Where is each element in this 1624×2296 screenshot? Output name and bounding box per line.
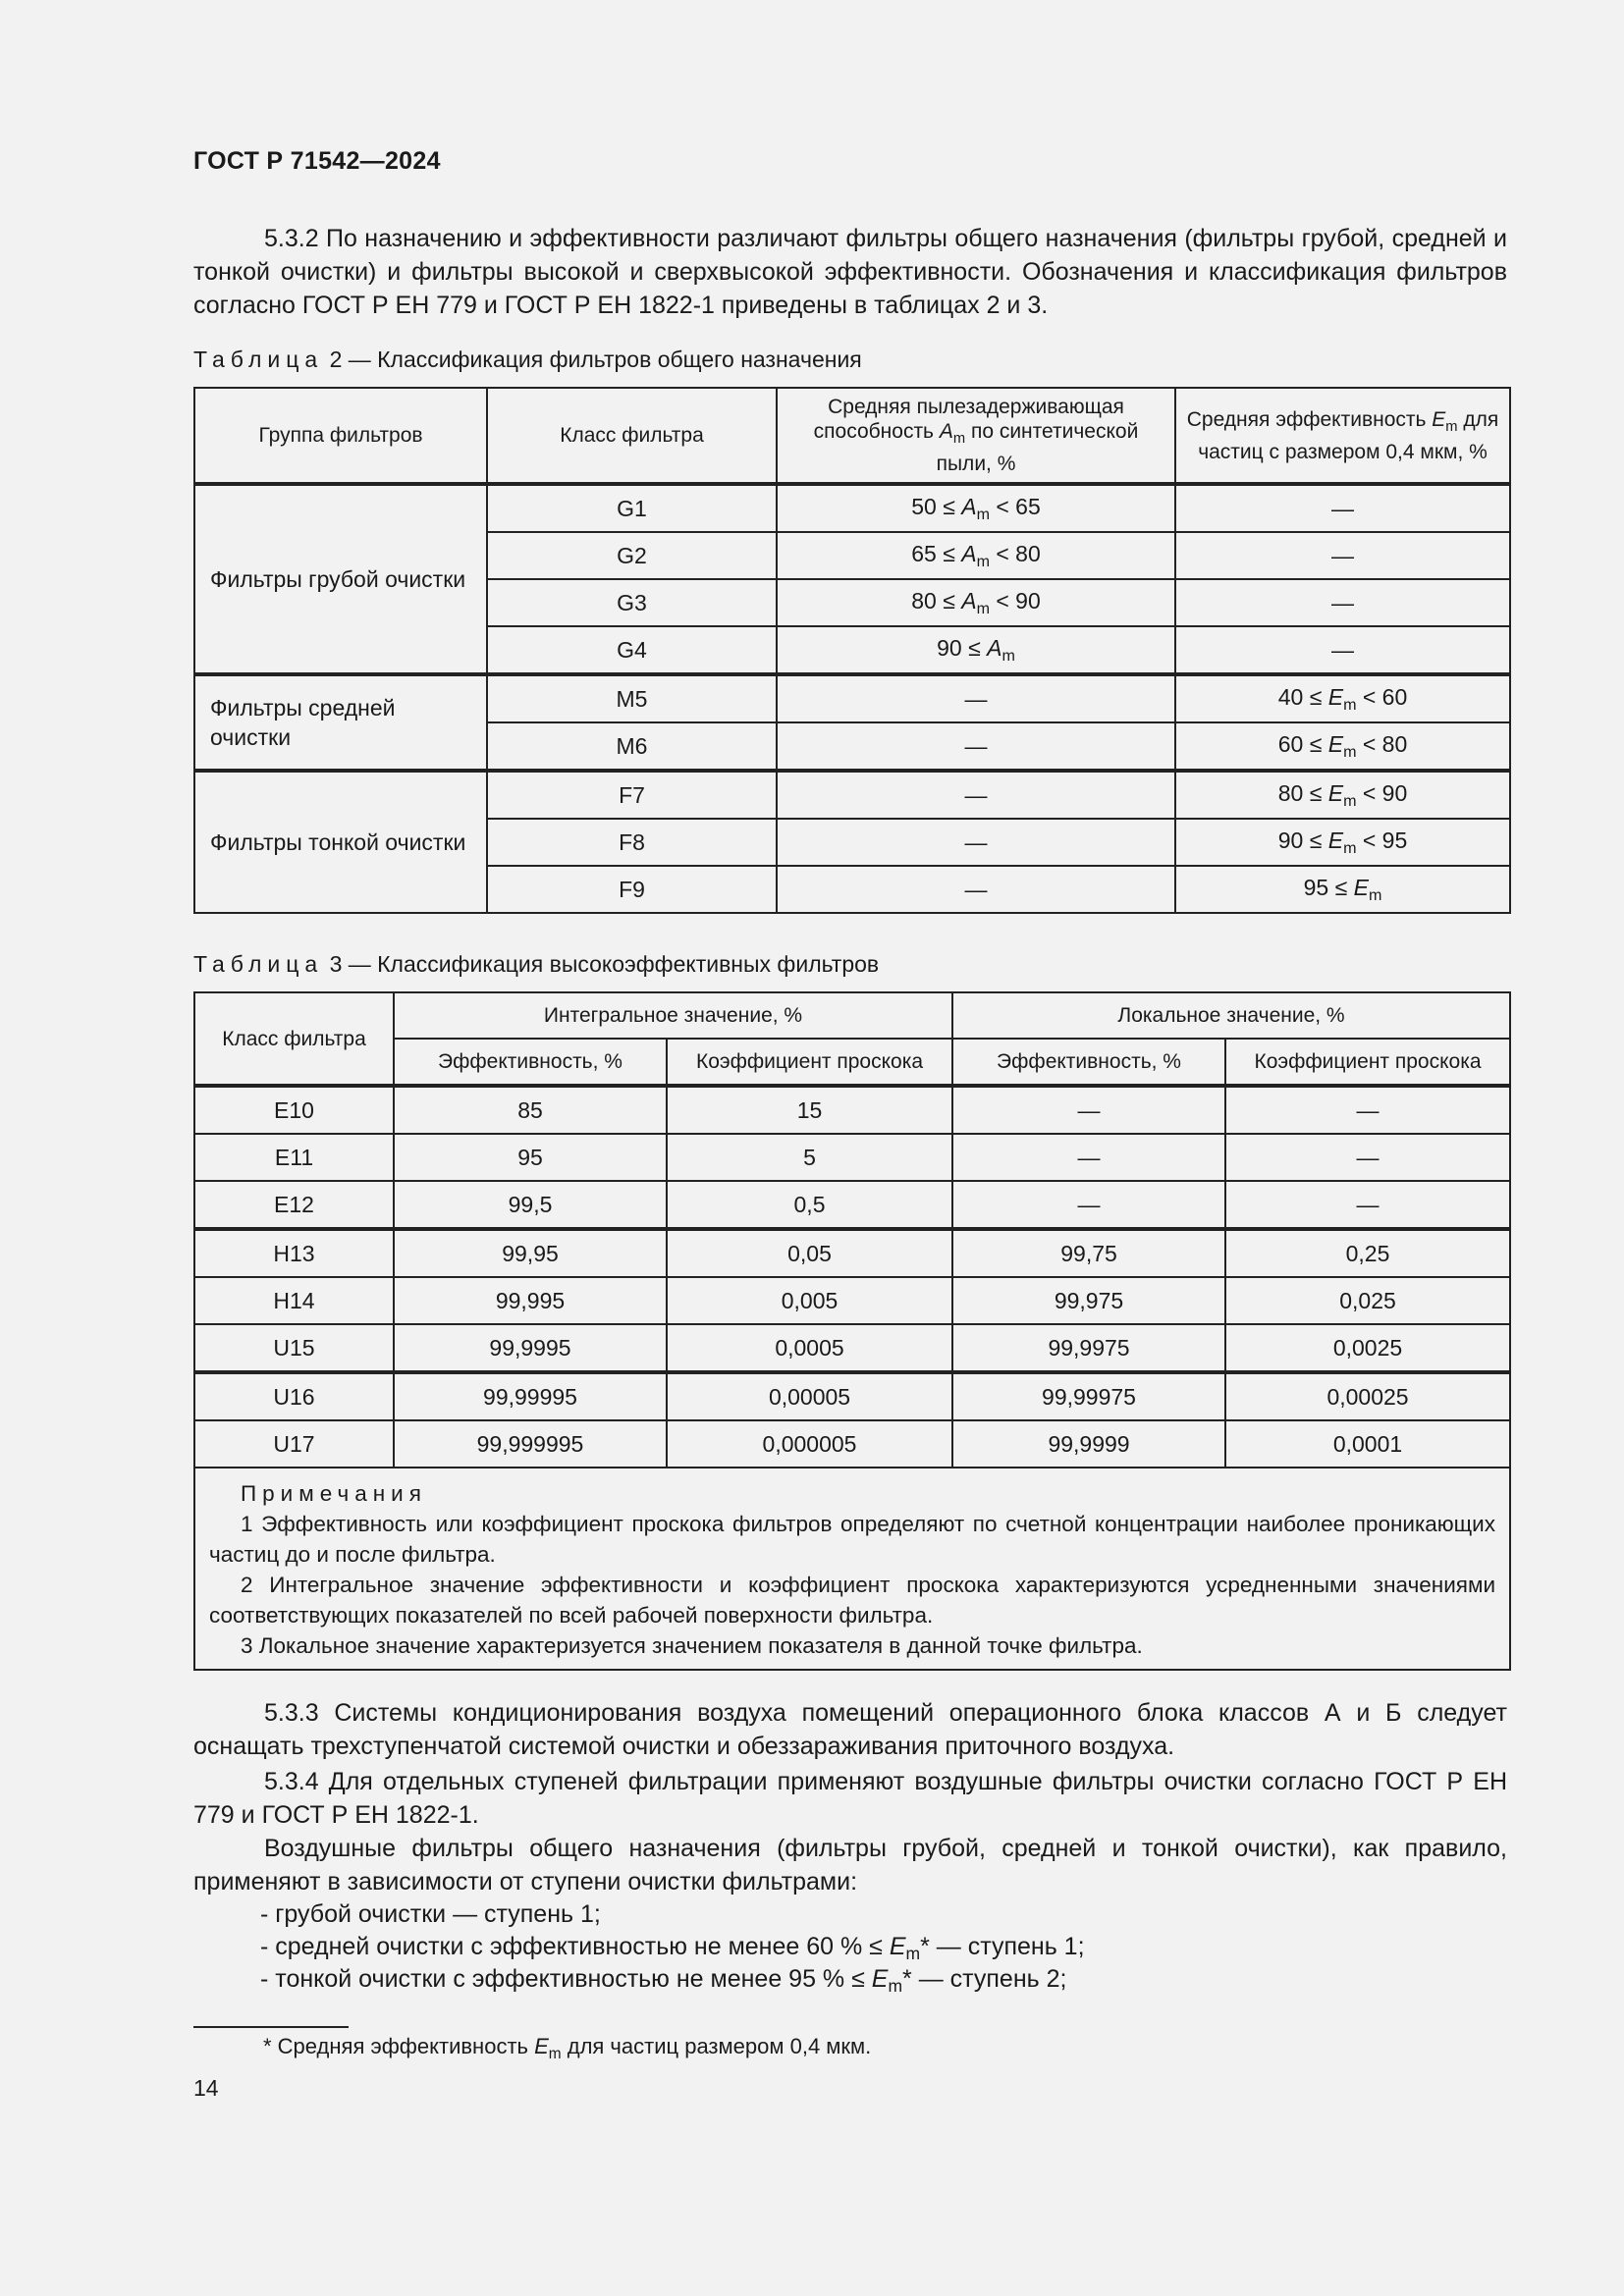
table2-class-cell: F9: [487, 866, 777, 913]
table2-filter-classification: [193, 387, 1511, 914]
table2-em-cell: $80 \le E_m < 90$: [1175, 771, 1510, 819]
table3-header-loc-eff: Эффективность, %: [952, 1039, 1225, 1086]
table3-int-coef-cell: 0,00005: [667, 1372, 952, 1420]
table2-am-cell: $80 \le A_m < 90$: [777, 579, 1175, 626]
table3-int-coef-cell: 15: [667, 1086, 952, 1134]
table2-header-group: Группа фильтров: [194, 388, 487, 484]
table3-loc-eff-cell: 99,9975: [952, 1324, 1225, 1372]
table3-row: [194, 1420, 1510, 1468]
notes-title: Примечания: [241, 1481, 427, 1506]
table3-hepa-classification: [193, 991, 1511, 1671]
table3-class-cell: U15: [194, 1324, 394, 1372]
table3-notes-row: [194, 1468, 1510, 1670]
table2-class-cell: G3: [487, 579, 777, 626]
table3-int-coef-cell: 5: [667, 1134, 952, 1181]
bullet-medium: - средней очистки с эффективностью не менее 60 % ≤ $E_m*$ — ступень 1;: [260, 1933, 1085, 1963]
table2-em-cell: $60 \le E_m < 80$: [1175, 722, 1510, 771]
note-3: 3 Локальное значение характеризуется значением показателя в данной точке фильтра.: [241, 1633, 1143, 1658]
table3-row: [194, 1324, 1510, 1372]
table3-loc-coef-cell: 0,0025: [1225, 1324, 1510, 1372]
table2-group-cell: Фильтры средней очистки: [194, 674, 487, 771]
table2-class-cell: F7: [487, 771, 777, 819]
table2-header-row: [194, 388, 1510, 484]
table3-class-cell: E12: [194, 1181, 394, 1229]
table3-class-cell: E10: [194, 1086, 394, 1134]
table3-loc-coef-cell: 0,025: [1225, 1277, 1510, 1324]
table3-int-eff-cell: 99,5: [394, 1181, 667, 1229]
table3-loc-eff-cell: —: [952, 1181, 1225, 1229]
table2-em-cell: $95 \le E_m$: [1175, 866, 1510, 913]
document-header: ГОСТ Р 71542—2024: [193, 147, 441, 175]
paragraph-general-filters: Воздушные фильтры общего назначения (фильтры грубой, средней и тонкой очистки), как правило, применяют в зависимости от ступени очистки фильтрами:: [193, 1835, 1507, 1896]
table2-am-cell: $65 \le A_m < 80$: [777, 532, 1175, 579]
bullet-coarse: - грубой очистки — ступень 1;: [260, 1900, 601, 1928]
table2-class-cell: G4: [487, 626, 777, 674]
table2-am-cell: $90 \le A_m$: [777, 626, 1175, 674]
table3-row: [194, 1134, 1510, 1181]
table2-row: [194, 484, 1510, 532]
table2-am-cell: —: [777, 771, 1175, 819]
table2-row: [194, 674, 1510, 722]
table3-loc-eff-cell: 99,9999: [952, 1420, 1225, 1468]
table3-int-eff-cell: 99,99995: [394, 1372, 667, 1420]
table2-em-cell: —: [1175, 579, 1510, 626]
table2-em-cell: —: [1175, 532, 1510, 579]
table3-int-coef-cell: 0,5: [667, 1181, 952, 1229]
table3-int-eff-cell: 85: [394, 1086, 667, 1134]
table3-loc-coef-cell: 0,00025: [1225, 1372, 1510, 1420]
table2-em-cell: —: [1175, 626, 1510, 674]
note-1: 1 Эффективность или коэффициент проскока фильтров определяют по счетной концентрации наиболее проникающих частиц до и после фильтра.: [209, 1512, 1496, 1567]
table3-loc-eff-cell: 99,75: [952, 1229, 1225, 1277]
table2-em-cell: $40 \le E_m < 60$: [1175, 674, 1510, 722]
table3-row: [194, 1372, 1510, 1420]
table3-loc-eff-cell: 99,975: [952, 1277, 1225, 1324]
table3-int-eff-cell: 99,95: [394, 1229, 667, 1277]
table3-header-class: Класс фильтра: [194, 992, 394, 1086]
table2-class-cell: G2: [487, 532, 777, 579]
table2-header-class: Класс фильтра: [487, 388, 777, 484]
table3-int-coef-cell: 0,05: [667, 1229, 952, 1277]
table2-class-cell: F8: [487, 819, 777, 866]
paragraph-5-3-3: 5.3.3 Системы кондиционирования воздуха помещений операционного блока классов А и Б следует оснащать трехступенчатой системой очистки и обеззараживания приточного воздуха.: [193, 1699, 1507, 1760]
footnote: * Средняя эффективность $E_m$ для частиц размером 0,4 мкм.: [263, 2034, 872, 2062]
bullet-fine: - тонкой очистки с эффективностью не менее 95 % ≤ $E_m*$ — ступень 2;: [260, 1965, 1067, 1996]
table3-int-eff-cell: 99,995: [394, 1277, 667, 1324]
note-2: 2 Интегральное значение эффективности и коэффициент проскока характеризуются усредненными значениями соответствующих показателей по всей рабочей поверхности фильтра.: [209, 1573, 1496, 1628]
table3-row: [194, 1229, 1510, 1277]
paragraph-5-3-4: 5.3.4 Для отдельных ступеней фильтрации применяют воздушные фильтры очистки согласно ГОСТ Р ЕН 779 и ГОСТ Р ЕН 1822-1.: [193, 1768, 1507, 1829]
table3-header-int-eff: Эффективность, %: [394, 1039, 667, 1086]
table3-row: [194, 1181, 1510, 1229]
table3-loc-coef-cell: —: [1225, 1181, 1510, 1229]
table3-int-coef-cell: 0,000005: [667, 1420, 952, 1468]
table2-class-cell: M6: [487, 722, 777, 771]
table2-group-cell: Фильтры грубой очистки: [194, 484, 487, 674]
table3-int-eff-cell: 99,9995: [394, 1324, 667, 1372]
footnote-separator: [193, 2026, 349, 2028]
table3-class-cell: H13: [194, 1229, 394, 1277]
table3-loc-eff-cell: 99,99975: [952, 1372, 1225, 1420]
table2-am-cell: —: [777, 866, 1175, 913]
table3-loc-coef-cell: 0,25: [1225, 1229, 1510, 1277]
table2-header-am: Средняя пылезадерживающая способность $A_m$ по синтетической пыли, %: [777, 388, 1175, 484]
table3-loc-coef-cell: 0,0001: [1225, 1420, 1510, 1468]
table3-class-cell: U17: [194, 1420, 394, 1468]
table2-em-cell: $90 \le E_m < 95$: [1175, 819, 1510, 866]
table2-em-cell: —: [1175, 484, 1510, 532]
table3-loc-eff-cell: —: [952, 1134, 1225, 1181]
table3-loc-coef-cell: —: [1225, 1134, 1510, 1181]
table2-class-cell: M5: [487, 674, 777, 722]
table3-header-row-1: [194, 992, 1510, 1039]
table2-caption: Таблица 2 — Классификация фильтров общего назначения: [193, 347, 862, 372]
table3-int-coef-cell: 0,0005: [667, 1324, 952, 1372]
table3-class-cell: U16: [194, 1372, 394, 1420]
page-number: 14: [193, 2075, 219, 2101]
table3-int-coef-cell: 0,005: [667, 1277, 952, 1324]
table3-loc-coef-cell: —: [1225, 1086, 1510, 1134]
table3-header-int-coef: Коэффициент проскока: [667, 1039, 952, 1086]
table2-am-cell: $50 \le A_m < 65$: [777, 484, 1175, 532]
table3-notes: [194, 1468, 1510, 1670]
table3-header-integral: Интегральное значение, %: [394, 992, 952, 1039]
table2-am-cell: —: [777, 674, 1175, 722]
table3-header-local: Локальное значение, %: [952, 992, 1510, 1039]
paragraph-5-3-2: 5.3.2 По назначению и эффективности различают фильтры общего назначения (фильтры грубой, средней и тонкой очистки) и фильтры высокой и сверхвысокой эффективности. Обозначения и классификация фильтров согласно ГОСТ Р ЕН 779 и ГОСТ Р ЕН 1822-1 приведены в таблицах 2 и 3.: [193, 225, 1507, 319]
table2-am-cell: —: [777, 819, 1175, 866]
table3-row: [194, 1277, 1510, 1324]
table2-group-cell: Фильтры тонкой очистки: [194, 771, 487, 913]
table3-header-loc-coef: Коэффициент проскока: [1225, 1039, 1510, 1086]
table3-class-cell: H14: [194, 1277, 394, 1324]
table3-caption: Таблица 3 — Классификация высокоэффективных фильтров: [193, 951, 880, 977]
table2-am-cell: —: [777, 722, 1175, 771]
table3-class-cell: E11: [194, 1134, 394, 1181]
table2-row: [194, 771, 1510, 819]
table2-header-em: Средняя эффективность $E_m$ для частиц с размером 0,4 мкм, %: [1175, 388, 1510, 484]
table2-class-cell: G1: [487, 484, 777, 532]
table3-int-eff-cell: 95: [394, 1134, 667, 1181]
table3-int-eff-cell: 99,999995: [394, 1420, 667, 1468]
table3-loc-eff-cell: —: [952, 1086, 1225, 1134]
table3-row: [194, 1086, 1510, 1134]
